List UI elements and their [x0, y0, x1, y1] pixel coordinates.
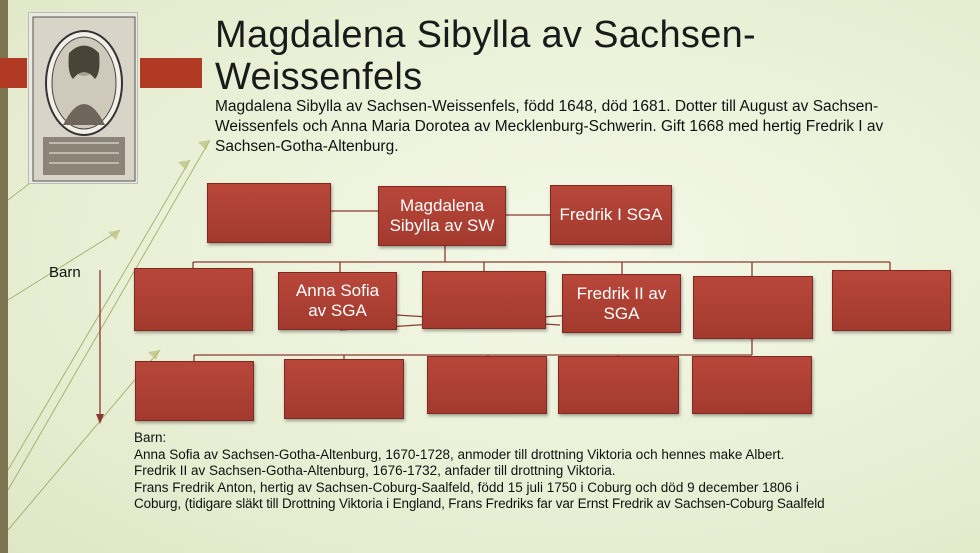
children-line-4: Coburg, (tidigare släkt till Drottning Viktoria i England, Frans Fredriks far var Ernst Fredrik av Sachsen-Coburg Saalfeld	[134, 496, 825, 511]
barn-arrow-label: Barn	[49, 264, 81, 281]
box-grandchild-empty-3	[427, 356, 547, 414]
children-line-3: Frans Fredrik Anton, hertig av Sachsen-Coburg-Saalfeld, född 15 juli 1750 i Coburg och död 9 december 1806 i	[134, 479, 799, 495]
box-child-empty-2	[422, 271, 546, 329]
box-grandchild-empty-1	[135, 361, 254, 421]
box-empty-parent-left	[207, 183, 331, 243]
box-child-fredrik-ii: Fredrik II av SGA	[562, 274, 681, 333]
box-grandchild-empty-2	[284, 359, 404, 419]
children-line-2: Fredrik II av Sachsen-Gotha-Altenburg, 1676-1732, anfader till drottning Viktoria.	[134, 463, 616, 478]
page-title: Magdalena Sibylla av Sachsen-Weissenfels	[215, 14, 757, 98]
box-child-empty-4	[832, 270, 951, 331]
children-heading: Barn:	[134, 430, 167, 445]
children-line-1: Anna Sofia av Sachsen-Gotha-Altenburg, 1670-1728, anmoder till drottning Viktoria och hennes make Albert.	[134, 446, 785, 462]
box-child-empty-1	[134, 268, 253, 331]
box-grandchild-empty-5	[692, 356, 812, 414]
children-list	[134, 430, 954, 513]
box-spouse-fredrik-i: Fredrik I SGA	[550, 185, 672, 245]
box-subject-magdalena: Magdalena Sibylla av SW	[378, 186, 506, 246]
box-child-anna-sofia: Anna Sofia av SGA	[278, 272, 397, 330]
box-child-empty-3	[693, 276, 813, 339]
box-grandchild-empty-4	[558, 356, 679, 414]
intro-paragraph: Magdalena Sibylla av Sachsen-Weissenfels, född 1648, död 1681. Dotter till August av Sachsen-Weissenfels och Anna Maria Dorotea av Mecklenburg-Schwerin. Gift 1668 med hertig Fredrik I av Sachsen-Gotha-Altenburg.	[215, 98, 884, 155]
